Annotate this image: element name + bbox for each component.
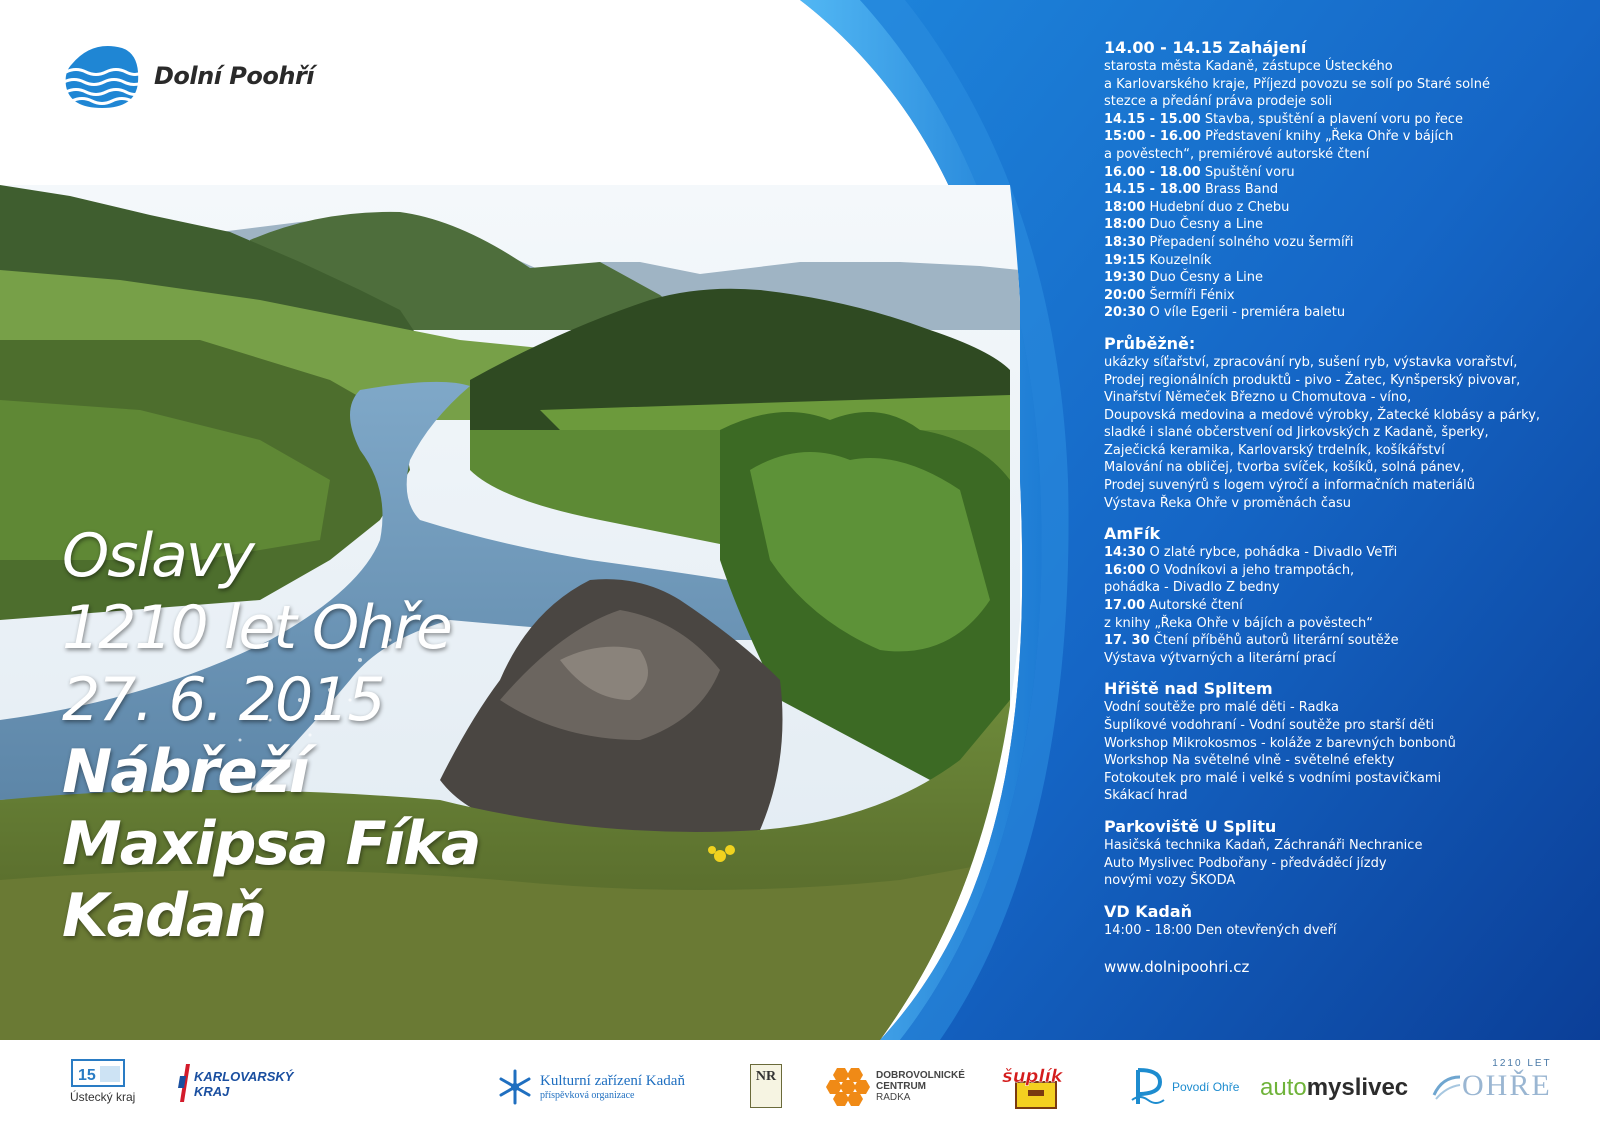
program-item-text: Prodej regionálních produktů - pivo - Žatec, Kynšperský pivovar, <box>1104 372 1521 388</box>
suplik-name: šuplík <box>1002 1066 1063 1087</box>
program-item-text: Čtení příběhů autorů literární soutěže <box>1153 633 1399 649</box>
title-line-city: Kadaň <box>62 881 266 951</box>
dc-line2: CENTRUM <box>876 1080 926 1092</box>
program-item <box>1104 389 1564 407</box>
program-item <box>1104 787 1564 805</box>
program-item-text: Prodej suvenýrů s logem výročí a informačních materiálů <box>1104 478 1476 494</box>
program-item <box>1104 699 1564 717</box>
program-item-text: O zlaté rybce, pohádka - Divadlo VeTři <box>1149 545 1398 561</box>
program-item-time: 18:00 <box>1104 199 1146 215</box>
title-line-oslavy: Oslavy <box>62 521 253 591</box>
program-item <box>1104 495 1564 513</box>
program-item <box>1104 752 1564 770</box>
title-line-venue-2: Maxipsa Fíka <box>62 809 480 879</box>
program-section-heading: VD Kadaň <box>1104 901 1193 921</box>
kzk-name: Kulturní zařízení Kadaň <box>540 1073 685 1089</box>
program-item <box>1104 111 1564 129</box>
program-item <box>1104 128 1564 146</box>
brand-name: Dolní Poohří <box>154 62 315 90</box>
program-item-text: Duo Česny a Line <box>1149 217 1263 233</box>
program-section-heading: Hřiště nad Splitem <box>1104 679 1273 699</box>
program-item <box>1104 93 1564 111</box>
program-item-text: ukázky síťařství, zpracování ryb, sušení ryb, výstavka vorařství, <box>1104 354 1518 370</box>
dc-line1: DOBROVOLNICKÉ <box>876 1069 965 1081</box>
program-item <box>1104 459 1564 477</box>
program-item-time: 17. 30 <box>1104 633 1150 649</box>
sponsor-auto-myslivec <box>1260 1074 1408 1102</box>
program-item <box>1104 164 1564 182</box>
snowflake-star-icon <box>496 1068 534 1106</box>
program-item-text: Vinařství Němeček Březno u Chomutova - víno, <box>1104 390 1412 406</box>
sponsor-1210-let-ohre <box>1432 1058 1552 1103</box>
program-item-text: Workshop Na světelné vlně - světelné efekty <box>1104 753 1395 769</box>
program-item <box>1104 872 1564 890</box>
program-item <box>1104 579 1564 597</box>
program-item-text: Fotokoutek pro malé i velké s vodními postavičkami <box>1104 770 1442 786</box>
program-item <box>1104 922 1564 940</box>
program-item <box>1104 632 1564 650</box>
program-item-text: Kouzelník <box>1149 252 1212 268</box>
program-item <box>1104 252 1564 270</box>
program-item-text: Přepadení solného vozu šermíři <box>1149 234 1354 250</box>
event-title <box>62 520 479 952</box>
program-item-text: Zaječická keramika, Karlovarský trdelník, košíkářství <box>1104 442 1445 458</box>
brand-logo <box>62 42 314 110</box>
program-item-text: Výstava Řeka Ohře v proměnách času <box>1104 495 1351 511</box>
program-item-time: 17.00 <box>1104 598 1146 614</box>
sponsor-karlovarsky-kraj <box>176 1062 293 1106</box>
program-item-text: starosta města Kadaně, zástupce Ústeckého <box>1104 59 1393 74</box>
program-item <box>1104 354 1564 372</box>
program-item-text: a pověstech“, premiérové autorské čtení <box>1104 146 1370 162</box>
program-item-text: Spuštění voru <box>1204 164 1295 180</box>
program-item <box>1104 717 1564 735</box>
karlovarsky-flag-icon <box>176 1062 192 1106</box>
program-item-text: Šuplíkové vodohraní - Vodní soutěže pro starší děti <box>1104 718 1435 733</box>
program-item-time: 14.15 - 18.00 <box>1104 182 1201 198</box>
program-item <box>1104 442 1564 460</box>
program-item <box>1104 234 1564 252</box>
wave-swoosh-icon <box>1432 1071 1462 1101</box>
program-item-time: 16:00 <box>1104 562 1146 578</box>
program-item-text: Šermíři Fénix <box>1149 287 1235 303</box>
program-item-time: 18:00 <box>1104 217 1146 233</box>
program-schedule <box>1104 38 1564 977</box>
povodi-name: Povodí Ohře <box>1172 1080 1240 1094</box>
program-item <box>1104 615 1564 633</box>
program-item <box>1104 146 1564 164</box>
program-item <box>1104 770 1564 788</box>
program-section-heading: AmFík <box>1104 524 1161 544</box>
program-item <box>1104 76 1564 94</box>
program-section-heading: Průběžně: <box>1104 333 1196 353</box>
honeycomb-icon <box>826 1066 870 1106</box>
program-item-text: O Vodníkovi a jeho trampotách, <box>1149 562 1355 578</box>
program-item <box>1104 199 1564 217</box>
program-item-time: 14:30 <box>1104 545 1146 561</box>
program-item <box>1104 372 1564 390</box>
program-item-text: Hudební duo z Chebu <box>1149 199 1290 215</box>
program-item <box>1104 424 1564 442</box>
sponsor-kulturni-zarizeni <box>496 1068 685 1106</box>
program-item <box>1104 855 1564 873</box>
sponsor-suplik <box>998 1064 1074 1110</box>
program-item-time: 15:00 - 16.00 <box>1104 129 1201 145</box>
dc-line3: RADKA <box>876 1091 911 1103</box>
kzk-sub: příspěvková organizace <box>540 1090 635 1101</box>
title-line-anniversary: 1210 let Ohře <box>62 593 451 663</box>
program-item-text: Výstava výtvarných a literární prací <box>1104 650 1336 666</box>
program-item <box>1104 407 1564 425</box>
program-section-heading: 14.00 - 14.15 Zahájení <box>1104 38 1307 57</box>
program-item <box>1104 304 1564 322</box>
program-item-text: Auto Myslivec Podbořany - předváděcí jízdy <box>1104 855 1387 871</box>
program-item-text: Skákací hrad <box>1104 788 1188 804</box>
ustecky-kraj-logo-icon <box>70 1056 130 1090</box>
program-item-time: 20:30 <box>1104 305 1146 321</box>
program-item-text: 14:00 - 18:00 Den otevřených dveří <box>1104 922 1337 938</box>
auto-part2: myslivec <box>1306 1074 1409 1101</box>
waves-icon <box>62 42 140 110</box>
title-line-venue-1: Nábřeží <box>62 737 308 807</box>
program-item-text: O víle Egerii - premiéra baletu <box>1149 305 1346 321</box>
program-item-text: pohádka - Divadlo Z bedny <box>1104 580 1280 596</box>
program-item-time: 19:30 <box>1104 270 1146 286</box>
ustecky-badge: 15 <box>78 1067 96 1084</box>
ohre-big: OHŘE <box>1462 1069 1552 1102</box>
program-item-time: 14.15 - 15.00 <box>1104 111 1201 127</box>
program-item <box>1104 287 1564 305</box>
program-item <box>1104 562 1564 580</box>
program-item-text: Duo Česny a Line <box>1149 270 1263 286</box>
program-item-text: stezce a předání práva prodeje soli <box>1104 94 1333 110</box>
auto-part1: auto <box>1260 1074 1307 1101</box>
program-item <box>1104 597 1564 615</box>
sponsor-nr <box>750 1064 782 1108</box>
sponsor-footer <box>0 1040 1600 1131</box>
program-item-time: 20:00 <box>1104 287 1146 303</box>
nr-mark: NR <box>755 1069 777 1084</box>
program-item-text: Autorské čtení <box>1149 598 1243 614</box>
sponsor-povodi-ohre <box>1130 1066 1239 1108</box>
program-item <box>1104 58 1564 76</box>
program-item-text: Malování na obličej, tvorba svíček, košíků, solná pánev, <box>1104 460 1465 476</box>
program-item <box>1104 216 1564 234</box>
ustecky-kraj-label: Ústecký kraj <box>70 1090 136 1104</box>
program-item-text: Hasičská technika Kadaň, Záchranáři Nechranice <box>1104 837 1423 853</box>
program-item-text: Vodní soutěže pro malé děti - Radka <box>1104 700 1340 716</box>
program-item-time: 19:15 <box>1104 252 1146 268</box>
suplik-drawer-icon <box>998 1064 1074 1110</box>
program-item <box>1104 650 1564 668</box>
povodi-ohre-icon <box>1130 1066 1166 1108</box>
program-item-text: novými vozy ŠKODA <box>1104 873 1236 889</box>
program-item-text: Workshop Mikrokosmos - koláže z barevných bonbonů <box>1104 735 1456 751</box>
title-line-date: 27. 6. 2015 <box>62 665 384 735</box>
program-item-text: Představení knihy „Řeka Ohře v bájích <box>1205 129 1454 145</box>
program-item <box>1104 181 1564 199</box>
program-item <box>1104 269 1564 287</box>
program-item <box>1104 735 1564 753</box>
program-item-time: 16.00 - 18.00 <box>1104 164 1201 180</box>
program-item <box>1104 837 1564 855</box>
program-item-text: Brass Band <box>1204 182 1279 198</box>
program-item <box>1104 477 1564 495</box>
program-item-time: 18:30 <box>1104 234 1146 250</box>
karlovarsky-line1: KARLOVARSKÝ <box>194 1069 294 1084</box>
program-item-text: z knihy „Řeka Ohře v bájích a pověstech“ <box>1104 615 1373 631</box>
program-item-text: a Karlovarského kraje, Příjezd povozu se solí po Staré solné <box>1104 76 1490 92</box>
program-item-text: Stavba, spuštění a plavení voru po řece <box>1204 111 1463 127</box>
program-item <box>1104 544 1564 562</box>
sponsor-dobrovolnicke-centrum <box>826 1066 965 1106</box>
ohre-small: 1210 LET <box>1492 1058 1552 1069</box>
sponsor-ustecky-kraj <box>70 1056 135 1104</box>
karlovarsky-line2: KRAJ <box>194 1084 230 1099</box>
program-item-text: sladké i slané občerstvení od Jirkovských z Kadaně, šperky, <box>1104 425 1489 441</box>
website-link[interactable]: www.dolnipoohri.cz <box>1104 958 1250 977</box>
program-item-text: Doupovská medovina a medové výrobky, Žatecké klobásy a párky, <box>1104 407 1541 423</box>
program-section-heading: Parkoviště U Splitu <box>1104 816 1277 836</box>
